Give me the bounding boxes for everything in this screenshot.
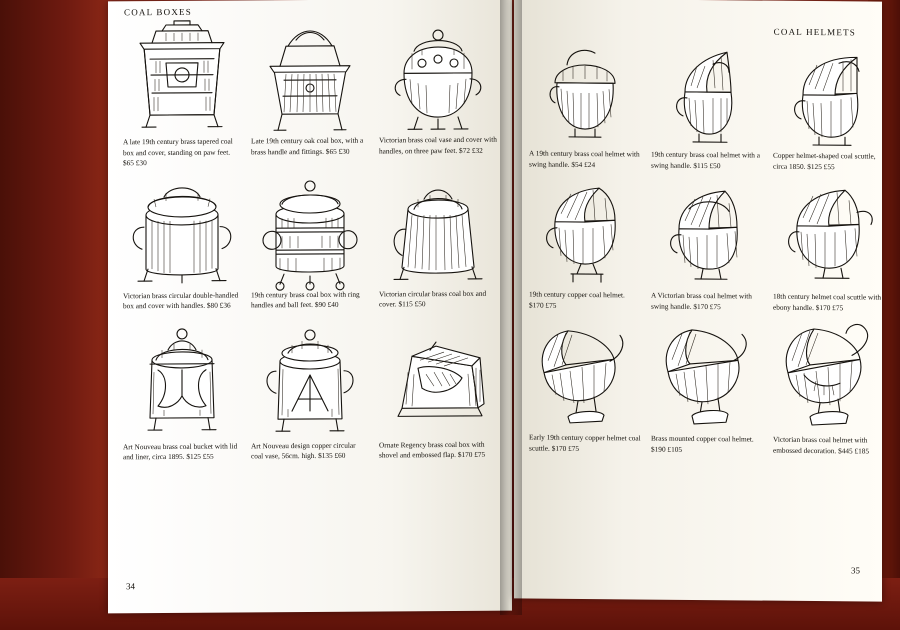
price-text: $72 £32 <box>459 145 483 155</box>
caption-text: Victorian brass coal vase and cover with handles, on three paw feet. <box>379 134 497 156</box>
book-gutter <box>500 0 522 615</box>
catalog-item <box>768 174 890 316</box>
price-text: $170 £75 <box>815 302 844 313</box>
item-caption <box>648 434 766 456</box>
item-caption <box>376 135 500 157</box>
catalog-item <box>646 173 768 315</box>
caption-text: Victorian brass coal helmet with embossed decoration. <box>773 434 868 456</box>
caption-text: A Victorian brass coal helmet with swing handle. <box>651 290 752 311</box>
caption-text: Copper helmet-shaped coal scuttle, circa 1850. <box>773 150 876 171</box>
victorian-helmet-swing-illustration <box>651 173 763 292</box>
item-caption <box>770 151 888 173</box>
section-title-coal-boxes: COAL BOXES <box>124 6 192 18</box>
item-caption <box>120 290 244 312</box>
page-number-right: 35 <box>851 565 860 576</box>
price-text: $125 £55 <box>807 161 835 171</box>
item-caption <box>770 435 888 457</box>
item-caption <box>770 292 888 314</box>
victorian-embossed-helmet-illustration <box>770 315 888 436</box>
item-caption <box>376 440 500 462</box>
copper-helmet-scuttle-illustration <box>773 41 885 152</box>
catalog-item <box>768 315 890 459</box>
caption-text: Brass mounted copper coal helmet. <box>651 433 754 444</box>
price-text: $115 £50 <box>398 299 426 309</box>
price-text: $445 £185 <box>838 446 870 456</box>
item-caption <box>120 441 244 463</box>
catalog-item <box>374 168 502 312</box>
catalog-item <box>374 312 502 464</box>
left-page <box>108 0 512 613</box>
coal-box-oak-stand-illustration <box>250 18 370 137</box>
helmet-scuttle-ebony-illustration <box>773 174 885 293</box>
caption-text: Victorian circular brass coal box and cover. <box>379 288 487 309</box>
price-text: $115 £50 <box>693 160 721 170</box>
coal-box-circular-illustration <box>378 168 498 289</box>
item-caption <box>526 290 644 312</box>
catalog-item <box>118 170 246 314</box>
caption-text: 18th century helmet coal scuttle with ebony handle. <box>773 291 882 312</box>
catalog-item <box>524 313 646 457</box>
price-text: $65 £30 <box>123 158 147 168</box>
caption-text: 19th century brass coal helmet with a swing handle. <box>651 149 761 170</box>
item-caption <box>248 136 372 158</box>
caption-text: Late 19th century oak coal box, with a brass handle and fittings. <box>251 135 364 156</box>
item-caption <box>376 288 500 310</box>
price-text: $90 £40 <box>314 300 339 310</box>
caption-text: A late 19th century brass tapered coal box and cover, standing on paw feet. <box>123 136 233 157</box>
art-nouveau-vase-illustration <box>250 312 370 441</box>
price-text: $135 £60 <box>318 451 346 461</box>
catalog-item <box>118 18 246 171</box>
art-nouveau-bucket-illustration <box>122 313 242 442</box>
right-page-item-grid <box>524 38 882 459</box>
item-caption <box>526 433 644 455</box>
price-text: $170 £75 <box>551 443 580 453</box>
caption-text: 19th century copper coal helmet. <box>529 289 625 300</box>
left-page-item-grid <box>118 17 502 466</box>
coal-box-circular-double-illustration <box>122 170 242 291</box>
catalog-item <box>524 38 646 172</box>
caption-text: A 19th century brass coal helmet with swing handle. <box>529 148 640 169</box>
copper-coal-helmet-illustration <box>529 172 641 291</box>
catalog-item <box>374 17 502 170</box>
item-caption <box>248 289 372 311</box>
coal-box-ring-handles-illustration <box>250 169 370 290</box>
item-caption <box>648 150 766 172</box>
price-text: $170 £75 <box>529 300 557 310</box>
caption-text: Victorian brass circular double-handled box and cover with handles. <box>123 290 239 311</box>
catalog-item <box>646 314 768 458</box>
coal-vase-paw-feet-illustration <box>378 17 498 136</box>
caption-text: Art Nouveau brass coal bucket with lid and liner, circa 1895. <box>123 441 238 462</box>
right-page <box>514 0 882 602</box>
price-text: $54 £24 <box>571 159 596 169</box>
price-text: $80 £36 <box>206 300 231 311</box>
item-caption <box>648 291 766 313</box>
copper-helmet-scuttle-early-illustration <box>526 313 644 434</box>
catalog-item <box>246 169 374 313</box>
caption-text: Ornate Regency brass coal box with shovel and embossed flap. <box>379 439 485 460</box>
coal-helmet-swing-illustration <box>529 39 641 150</box>
price-text: $190 £105 <box>651 444 683 454</box>
item-caption <box>526 148 644 170</box>
catalog-item <box>646 40 768 174</box>
item-caption <box>120 136 244 169</box>
brass-mounted-helmet-illustration <box>648 314 766 435</box>
regency-coal-box-illustration <box>376 312 500 441</box>
page-number-left: 34 <box>126 581 135 592</box>
background-left <box>0 0 108 630</box>
catalog-item <box>246 312 374 464</box>
caption-text: Early 19th century copper helmet coal scuttle. <box>529 432 641 453</box>
coal-box-tapered-illustration <box>122 18 242 137</box>
coal-helmet-tall-swing-illustration <box>651 40 763 151</box>
caption-text: 19th century brass coal box with ring handles and ball feet. <box>251 289 360 310</box>
catalog-item <box>118 313 246 465</box>
price-text: $170 £75 <box>693 301 721 311</box>
catalog-item <box>768 41 890 175</box>
section-title-coal-helmets: COAL HELMETS <box>773 26 856 38</box>
price-text: $65 £30 <box>325 146 350 156</box>
price-text: $170 £75 <box>457 450 486 460</box>
catalog-item <box>246 18 374 171</box>
caption-text: Art Nouveau design copper circular coal vase, 56cm. high. <box>251 440 356 461</box>
catalog-item <box>524 172 646 314</box>
item-caption <box>248 440 372 462</box>
price-text: $125 £55 <box>186 452 214 462</box>
